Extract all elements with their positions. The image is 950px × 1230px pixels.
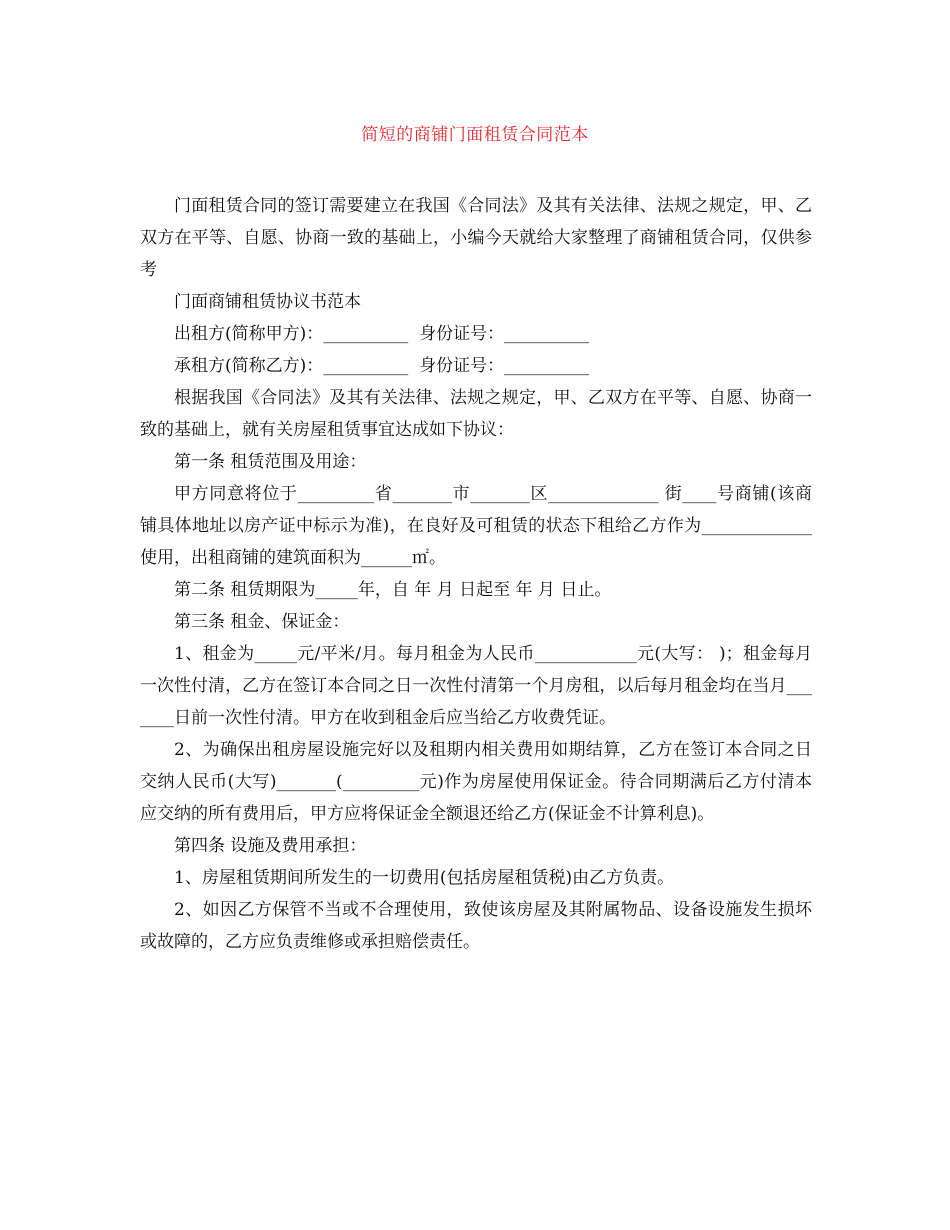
paragraph-article-1-heading: 第一条 租赁范围及用途： — [174, 452, 367, 472]
paragraph-agreement-heading: 门面商铺租赁协议书范本 — [174, 292, 361, 312]
paragraph-article-3-item-1: 1、租金为_____元/平米/月。每月租金为人民币____________元(大写： )；租金每月一次性付清，乙方在签订本合同之日一次性付清第一个月房租，以后每月租金均在当月_______日前一次性付清。甲方在收到租金后应当给乙方收费凭证。 — [140, 644, 812, 728]
paragraph-article-1-body: 甲方同意将位于_________省_______市_______区_____________ 街____号商铺(该商铺具体地址以房产证中标示为准)，在良好及可租赁的状态下租给乙方作为_____________使用，出租商铺的建筑面积为______㎡。 — [140, 484, 812, 568]
document-title: 简短的商铺门面租赁合同范本 — [361, 125, 589, 145]
paragraph-article-4-heading: 第四条 设施及费用承担： — [174, 836, 367, 856]
paragraph-article-2: 第二条 租赁期限为_____年，自 年 月 日起至 年 月 日止。 — [174, 580, 612, 600]
paragraph-preamble: 根据我国《合同法》及其有关法律、法规之规定，甲、乙双方在平等、自愿、协商一致的基础上，就有关房屋租赁事宜达成如下协议： — [140, 388, 812, 440]
paragraph-intro: 门面租赁合同的签订需要建立在我国《合同法》及其有关法律、法规之规定，甲、乙双方在平等、自愿、协商一致的基础上，小编今天就给大家整理了商铺租赁合同，仅供参考 — [140, 196, 812, 280]
document-body — [140, 190, 812, 958]
paragraph-article-4-item-2: 2、如因乙方保管不当或不合理使用，致使该房屋及其附属物品、设备设施发生损坏或故障的，乙方应负责维修或承担赔偿责任。 — [140, 900, 812, 952]
paragraph-lessor: 出租方(简称甲方)：__________ 身份证号：__________ — [174, 324, 590, 344]
paragraph-article-3-item-2: 2、为确保出租房屋设施完好以及租期内相关费用如期结算，乙方在签订本合同之日交纳人民币(大写)_______(_________元)作为房屋使用保证金。待合同期满后乙方付清本应交纳的所有费用后，甲方应将保证金全额退还给乙方(保证金不计算利息)。 — [140, 740, 812, 824]
paragraph-lessee: 承租方(简称乙方)：__________ 身份证号：__________ — [174, 356, 590, 376]
paragraph-article-4-item-1: 1、房屋租赁期间所发生的一切费用(包括房屋租赁税)由乙方负责。 — [174, 868, 675, 888]
paragraph-article-3-heading: 第三条 租金、保证金： — [174, 612, 350, 632]
